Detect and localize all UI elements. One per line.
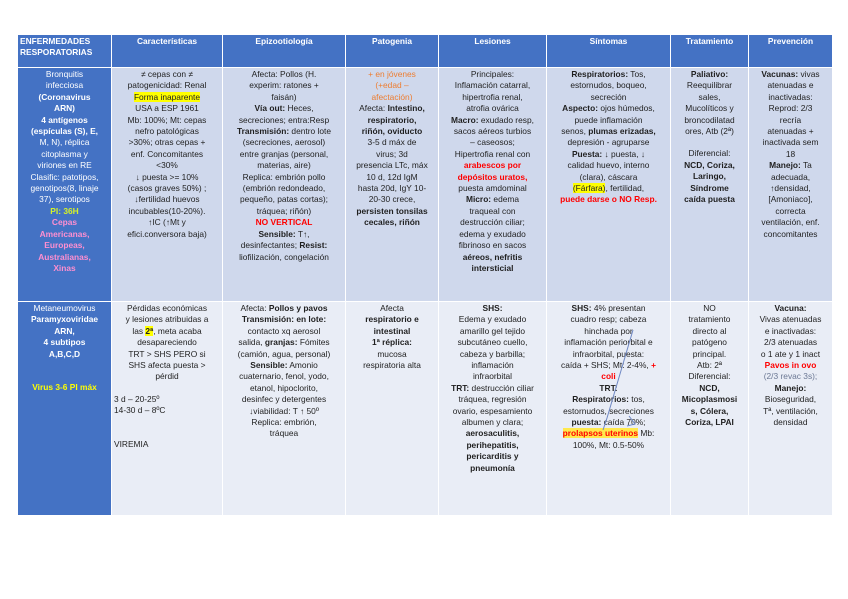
text-line: respiratorio,	[367, 114, 417, 125]
text-line: presencia LTc, máx	[356, 160, 428, 171]
text-line: Paramyxoviridae	[30, 314, 99, 325]
bold-label: Puesta:	[571, 148, 603, 159]
patogenia-cell	[346, 302, 439, 516]
lesiones-cell	[439, 302, 547, 516]
text-span: senos,	[561, 126, 589, 137]
bold-label: Macro:	[451, 114, 479, 125]
text-line: Coriza, LPAI	[685, 417, 734, 428]
bold-label: Respiratorios:	[571, 69, 629, 79]
text-line: pérdid	[155, 371, 179, 382]
header-prevencion: Prevención	[749, 35, 833, 68]
text-line: Cepas	[51, 217, 78, 228]
bold-label: Pollos y pavos	[268, 303, 328, 313]
text-line: hipertrofia renal,	[462, 91, 523, 102]
text-line: Diferencial:	[688, 148, 731, 159]
bold-label: puesta:	[571, 417, 602, 428]
text-line: Europeas,	[44, 240, 85, 251]
epizootiologia-cell	[223, 302, 346, 516]
text-line: broncodilatad	[684, 114, 735, 125]
red-text: NO VERTICAL	[255, 217, 313, 228]
text-line: 3-5 d máx de	[367, 137, 417, 148]
text-line: principal.	[692, 348, 727, 359]
text-span: Afecta:	[359, 103, 388, 114]
text-line: USA a ESP 1961	[135, 103, 199, 114]
text-line: e inactivadas:	[764, 325, 817, 336]
text-line: Afecta: Pollos (H.	[251, 69, 317, 79]
bold-label: plumas erizadas,	[588, 126, 656, 137]
text-line: 18	[785, 148, 796, 159]
text-line: Laringo,	[692, 171, 727, 182]
red-text: coli	[601, 371, 616, 382]
text-span: Fómites	[297, 337, 330, 348]
text-line: materias, aire)	[257, 160, 311, 171]
text-line: >30%; otras cepas +	[128, 137, 206, 148]
bold-label: Vía out:	[254, 103, 286, 114]
text-line: respiratoria alta	[363, 360, 421, 371]
lesiones-cell	[439, 68, 547, 302]
text-line: ventilación, enf.	[761, 217, 820, 228]
text-line: Síndrome	[690, 182, 729, 193]
text-line: correcta	[775, 205, 806, 216]
text-span: caída 70%;	[601, 417, 646, 428]
caracteristicas-cell	[112, 68, 223, 302]
bold-label: en lote:	[296, 314, 327, 325]
text-line: Afecta	[380, 303, 404, 313]
text-span: Mb:	[638, 428, 655, 439]
text-line: tráquea, regresión	[458, 394, 527, 405]
text-line: Replica: embrión pollo	[242, 171, 326, 182]
epizootiologia-cell	[223, 68, 346, 302]
text-line: atenuadas e	[767, 80, 814, 91]
bold-label: granjas:	[264, 337, 298, 348]
text-line: TRT > SHS PERO si	[128, 348, 206, 359]
text-line: cuaternario, fenol, yodo,	[239, 371, 329, 382]
text-line: cabeza y barbilla;	[459, 348, 526, 359]
text-line: pneumonía	[470, 462, 515, 473]
text-line: ores, Atb (2ª)	[685, 126, 734, 137]
text-line: Australianas,	[38, 251, 91, 262]
text-line: SHS afecta puesta >	[128, 360, 206, 371]
text-line: Bronquitis	[45, 69, 84, 79]
text-line: (camión, agua, personal)	[237, 348, 331, 359]
text-line: Inflamación catarral,	[454, 80, 531, 91]
text-line: NO	[703, 303, 716, 313]
text-line: patogenicidad: Renal	[127, 80, 207, 91]
text-line: enf. Concomitantes	[130, 148, 204, 159]
bold-label: Aspecto:	[562, 103, 599, 114]
text-line: 37), serotipos	[39, 194, 90, 205]
header-epizootiologia: Epizootiología	[223, 35, 346, 68]
header-lesiones: Lesiones	[439, 35, 547, 68]
text-span: edema	[491, 194, 520, 205]
text-span: Ta	[800, 160, 812, 171]
text-line: perihepatitis,	[466, 439, 519, 450]
text-line: virus; 3d	[376, 148, 408, 159]
bold-label: Manejo:	[769, 160, 801, 171]
text-line: VIREMIA	[114, 438, 149, 449]
text-span: salida,	[238, 337, 265, 348]
text-span: las	[132, 325, 146, 336]
text-line: caída puesta	[684, 194, 735, 205]
text-line: (Coronavirus	[38, 91, 91, 102]
bold-label: Respiratorios:	[572, 394, 629, 405]
text-line: 20-30 crece,	[368, 194, 416, 205]
text-line: contacto xq aerosol	[247, 325, 321, 336]
text-span: vivas	[798, 69, 820, 79]
text-line: subcutáneo cuello,	[457, 337, 528, 348]
text-line: hinchada por	[584, 325, 633, 336]
text-line: adecuada,	[770, 171, 811, 182]
text-line: ARN)	[54, 103, 75, 114]
prevencion-cell	[749, 68, 833, 302]
text-line: aerosaculitis,	[465, 428, 520, 439]
text-line: ↓ puesta >= 10%	[135, 171, 199, 182]
text-line: incubables(10-20%).	[128, 205, 206, 216]
text-line: Hipertrofia renal con	[454, 148, 531, 159]
text-span: Heces,	[285, 103, 314, 114]
text-line: liofilización, congelación	[239, 251, 329, 262]
orange-text: (+edad –	[375, 80, 409, 91]
text-line: 2/3 atenuadas	[763, 337, 818, 348]
text-line: atenuadas +	[767, 126, 814, 137]
text-line: edema y exudado	[459, 228, 526, 239]
text-line: Vacuna:	[774, 303, 807, 313]
text-line: viriones en RE	[37, 160, 92, 171]
text-line: <30%	[156, 160, 178, 171]
red-text: +	[651, 360, 656, 371]
header-tratamiento: Tratamiento	[671, 35, 749, 68]
text-line: pequeño, patas cortas);	[240, 194, 328, 205]
text-line: cuadro resp; cabeza	[570, 314, 647, 325]
text-line: riñón, oviducto	[361, 126, 423, 137]
text-line: destrucción ciliar;	[460, 217, 525, 228]
text-line: 14-30 d – 8ºC	[114, 405, 166, 416]
text-line: efici.conversora baja)	[127, 228, 207, 239]
disease-cell	[18, 302, 112, 516]
text-line: tráquea	[269, 428, 299, 439]
text-span: destrucción ciliar	[469, 382, 534, 393]
text-span: , fertilidad,	[605, 183, 645, 194]
sintomas-cell	[547, 68, 671, 302]
text-span: ↓ puesta, ↓	[602, 148, 646, 159]
text-line: [Amoniaco],	[768, 194, 813, 205]
text-line: Americanas,	[39, 228, 90, 239]
bold-label: Micro:	[465, 194, 492, 205]
text-line: experim: ratones +	[249, 80, 319, 91]
text-line: SHS:	[482, 303, 503, 313]
tratamiento-cell	[671, 302, 749, 516]
text-span: dentro lote	[289, 126, 332, 137]
text-line: atrofia ovárica	[466, 103, 519, 114]
orange-text: + en jóvenes	[368, 69, 416, 79]
text-line: (2/3 revac 3s);	[763, 371, 818, 382]
text-line: tratamiento	[688, 314, 731, 325]
text-line: Mucolíticos y	[685, 103, 734, 114]
text-line: Bioseguridad,	[764, 394, 817, 405]
text-line: Diferencial:	[688, 371, 731, 382]
text-line: ↓viabilidad: T ↑ 50º	[249, 405, 319, 416]
text-line: sales,	[698, 91, 721, 102]
text-line: estornudos, secreciones	[563, 405, 654, 416]
text-span: caída + SHS; Mt: 2-4%,	[561, 360, 652, 371]
text-line: traqueal con	[469, 205, 516, 216]
bold-label: TRT:	[451, 382, 470, 393]
header-row	[18, 35, 833, 68]
red-text: depósitos uratos,	[457, 171, 528, 182]
highlighted-text: Forma inaparente	[133, 91, 201, 102]
text-line: inactivada sem	[762, 137, 819, 148]
red-text: Pavos in ovo	[764, 360, 817, 371]
text-line: infraorbital	[472, 371, 513, 382]
text-line: concomitantes	[763, 228, 818, 239]
text-line: amarillo gel tejido	[459, 325, 526, 336]
bold-label: Resist:	[299, 240, 328, 251]
text-line: infraorbital, puesta:	[572, 348, 645, 359]
bold-label: Sensible:	[250, 360, 288, 371]
text-line: (embrión redondeado,	[242, 183, 326, 194]
highlighted-red-text: prolapsos uterinos	[562, 428, 639, 439]
text-line: Reprod: 2/3	[768, 103, 813, 114]
text-line: (clara), cáscara	[579, 171, 638, 182]
text-line: (casos graves 50%) ;	[127, 183, 207, 194]
text-line: nefro patológicas	[135, 126, 199, 137]
text-line: M, N), réplica	[39, 137, 90, 148]
text-line: puesta amdominal	[458, 183, 527, 194]
text-line: ↑densidad,	[770, 183, 811, 194]
text-line: 4 subtipos	[43, 337, 86, 348]
text-span: 4% presentan	[591, 303, 646, 313]
prevencion-cell	[749, 302, 833, 516]
bold-label: Transmisión:	[236, 126, 290, 137]
text-line: ↓fertilidad huevos	[134, 194, 200, 205]
text-line: ARN,	[54, 325, 75, 336]
text-line: (secreciones, aerosol)	[242, 137, 326, 148]
text-line: NCD, Coriza,	[684, 159, 735, 170]
text-line: tráquea; riñón)	[256, 205, 312, 216]
disease-cell	[18, 68, 112, 302]
text-span: exudado resp,	[478, 114, 534, 125]
text-line: Mb: 100%; Mt: cepas	[127, 114, 207, 125]
bold-label: Vacunas:	[761, 69, 799, 79]
bold-label: Intestino,	[387, 103, 425, 114]
text-line: inflamación	[471, 360, 514, 371]
text-line: faisán)	[271, 91, 297, 102]
text-line: etanol, hipoclorito,	[250, 382, 318, 393]
highlighted-text: 2ª	[145, 325, 154, 336]
orange-text: afectación)	[371, 91, 413, 102]
text-line: Vivas atenuadas	[759, 314, 822, 325]
text-line: infecciosa	[45, 80, 84, 91]
text-line: respiratorio e	[365, 314, 419, 325]
text-line: puede inflamación	[574, 114, 643, 125]
text-line: sacos aéreos turbios	[453, 126, 532, 137]
text-line: desapareciendo	[137, 337, 197, 348]
text-line: Paliativo:	[690, 69, 729, 79]
bold-label: Sensible:	[258, 228, 296, 239]
text-line: Virus 3-6 PI máx	[32, 382, 97, 393]
text-line: Clasific: patotipos,	[30, 171, 99, 182]
text-span: tos,	[628, 394, 645, 405]
text-span: Afecta:	[240, 303, 269, 313]
text-line: Edema y exudado	[458, 314, 527, 325]
text-line: fibrinoso en sacos	[458, 240, 527, 251]
text-span: , meta acaba	[153, 325, 202, 336]
text-line: Micoplasmosi	[681, 394, 738, 405]
bold-label: SHS:	[571, 303, 592, 313]
red-text: arabescos por	[463, 160, 522, 171]
text-line: secreción	[590, 91, 627, 102]
text-line: genotipos(8, linaje	[30, 183, 99, 194]
text-line: Replica: embrión,	[251, 417, 317, 428]
text-line: (espículas (S), E,	[30, 126, 99, 137]
text-line: citoplasma y	[41, 148, 88, 159]
text-line: calidad huevo, interno	[567, 160, 650, 171]
text-line: Tª, ventilación,	[763, 405, 818, 416]
text-line: 4 antígenos	[41, 114, 88, 125]
text-line: densidad	[773, 417, 808, 428]
text-line: A,B,C,D	[48, 348, 81, 359]
text-line: o 1 ate y 1 inact	[760, 348, 821, 359]
text-line: ↑IC (↑Mt y	[148, 217, 186, 228]
text-span: Amonio	[287, 360, 318, 371]
text-line: Pérdidas económicas	[126, 303, 208, 313]
text-line: y lesiones atribuidas a	[125, 314, 209, 325]
text-line: Atb: 2ª	[697, 360, 722, 371]
text-line: Xinas	[53, 262, 76, 273]
table-row	[18, 302, 833, 516]
text-line: 1ª réplica:	[372, 337, 412, 348]
header-patogenia: Patogenia	[346, 35, 439, 68]
text-line: ovario, espesamiento	[452, 405, 533, 416]
text-span: T↑,	[295, 228, 310, 239]
header-enfermedades: ENFERMEDADES RESPORATORIAS	[18, 35, 112, 68]
text-line: recría	[779, 114, 802, 125]
tratamiento-cell	[671, 68, 749, 302]
patogenia-cell	[346, 68, 439, 302]
text-line: 10 d, 12d IgM	[366, 171, 418, 182]
text-line: persisten tonsilas	[356, 205, 428, 216]
text-line: s, Cólera,	[690, 405, 729, 416]
text-line: secreciones; entra:Resp	[238, 114, 330, 125]
text-line: aéreos, nefritis	[462, 251, 523, 262]
text-line: 3 d – 20-25º	[114, 393, 160, 404]
sintomas-cell	[547, 302, 671, 516]
text-line: entre granjas (personal,	[239, 148, 329, 159]
text-span: desinfectantes;	[240, 240, 300, 251]
text-span: ojos húmedos,	[598, 103, 655, 114]
bold-label: Transmisión:	[241, 314, 297, 325]
text-line: estornudos, boqueo,	[570, 80, 647, 91]
text-line: Metaneumovirus	[33, 303, 96, 313]
text-span: Tos,	[628, 69, 646, 79]
text-line: NCD,	[699, 382, 720, 393]
text-line: intestinal	[373, 325, 411, 336]
text-line: Manejo:	[774, 382, 807, 393]
caracteristicas-cell	[112, 302, 223, 516]
text-line: ≠ cepas con ≠	[140, 69, 194, 79]
text-line: inactivadas:	[768, 91, 813, 102]
text-line: directo al	[692, 325, 727, 336]
text-line: pericarditis y	[466, 451, 519, 462]
highlighted-text: (Fárfara)	[572, 183, 606, 194]
text-line: TRT:	[599, 382, 618, 393]
diseases-table	[17, 34, 833, 516]
text-line: hasta 20d, IgY 10-	[357, 183, 427, 194]
text-line: desinfec y detergentes	[241, 394, 327, 405]
text-line: cecales, riñón	[364, 217, 420, 228]
header-caracteristicas: Características	[112, 35, 223, 68]
text-line: Principales:	[470, 69, 515, 79]
text-line: – caseosos;	[470, 137, 515, 148]
text-line: depresión - agruparse	[567, 137, 650, 148]
text-line: intersticial	[471, 262, 514, 273]
text-line: inflamación periorbital e	[564, 337, 653, 348]
text-line: mucosa	[377, 348, 407, 359]
text-line: patógeno	[692, 337, 727, 348]
table-row	[18, 68, 833, 302]
text-line: 100%, Mt: 0.5-50%	[572, 439, 645, 450]
header-sintomas: Síntomas	[547, 35, 671, 68]
text-line: albumen y clara;	[461, 417, 524, 428]
text-line: Reequilibrar	[686, 80, 733, 91]
text-line: PI: 36H	[50, 205, 79, 216]
red-text: puede darse o NO Resp.	[560, 194, 657, 205]
